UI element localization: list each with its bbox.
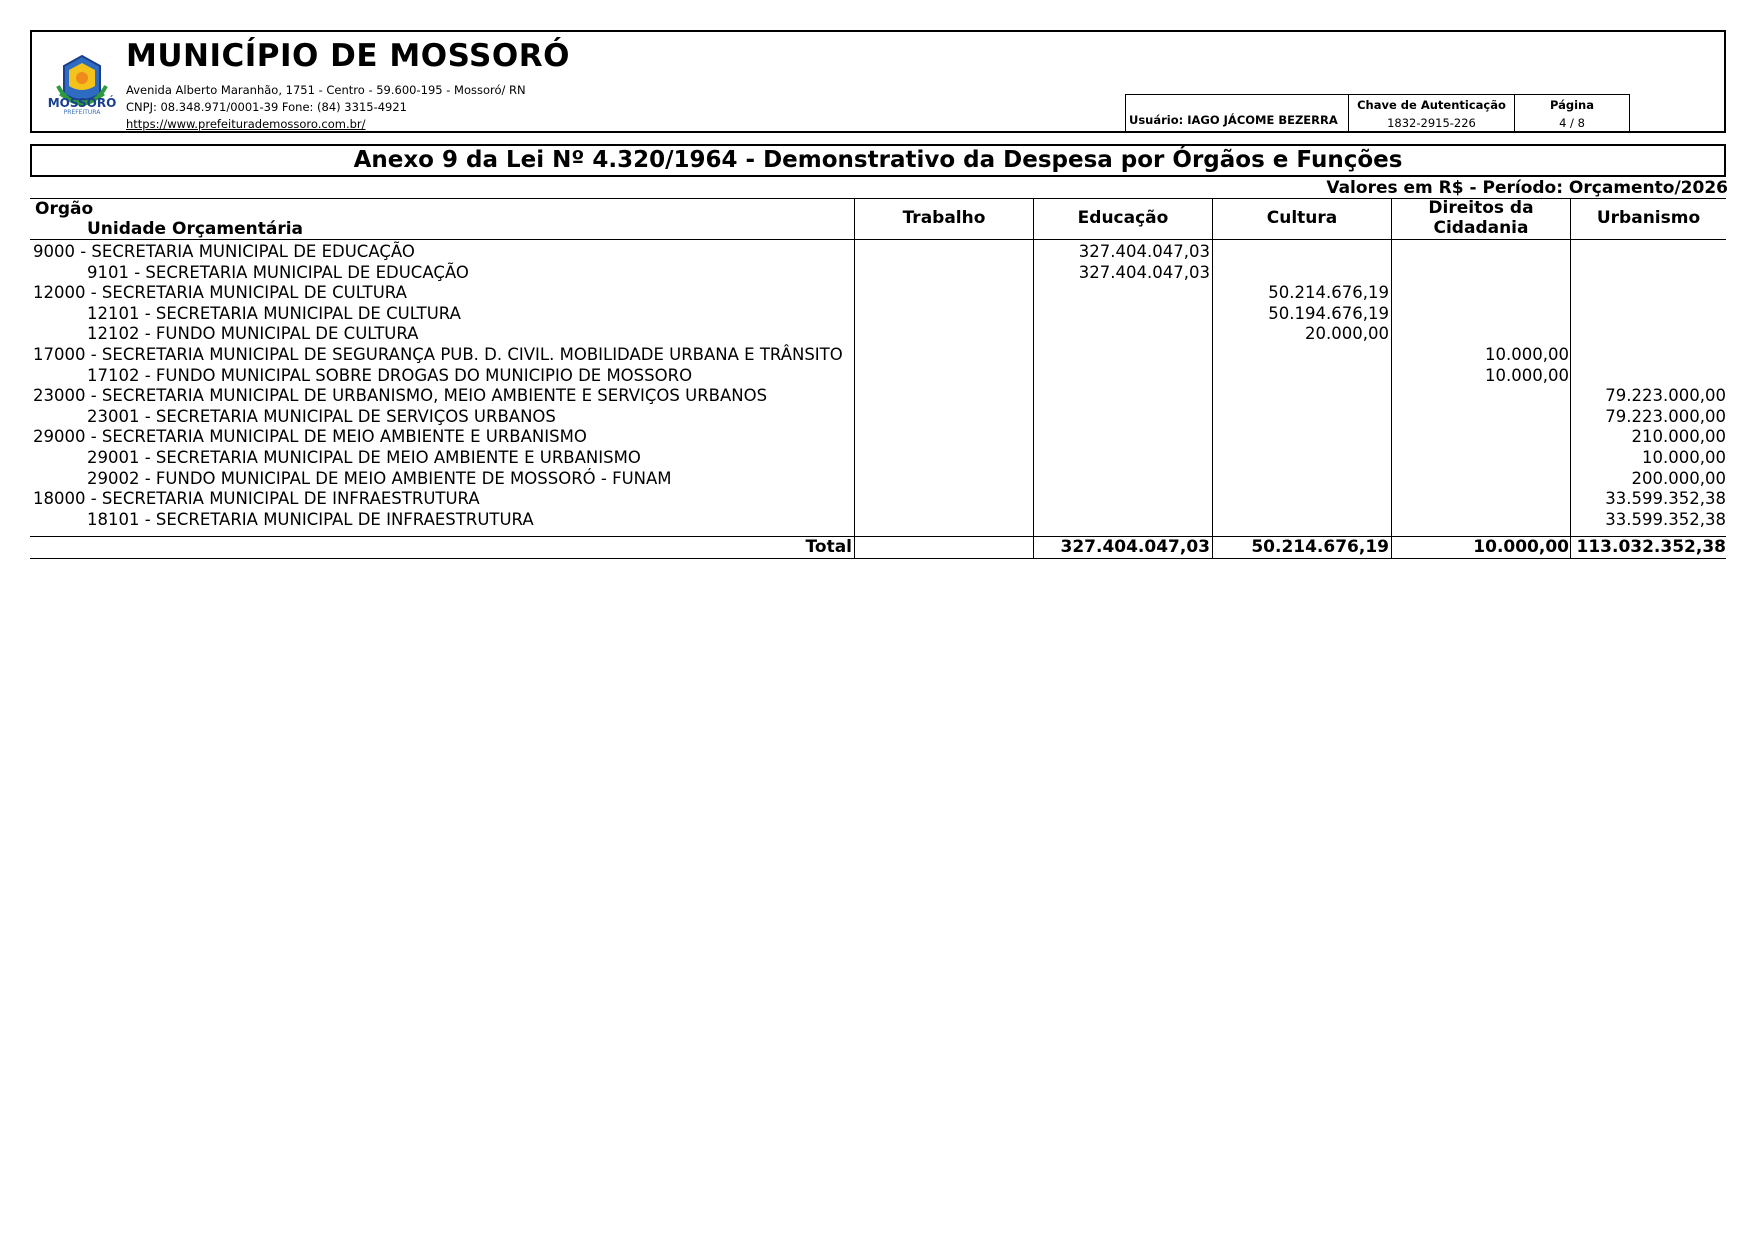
header-trabalho: Trabalho xyxy=(902,208,986,228)
table-row xyxy=(30,304,1726,325)
row-description: 12101 - SECRETARIA MUNICIPAL DE CULTURA xyxy=(87,303,461,323)
report-title: Anexo 9 da Lei Nº 4.320/1964 - Demonstrativo da Despesa por Órgãos e Funções xyxy=(30,144,1726,177)
table-header-rule xyxy=(30,239,1726,240)
total-label: Total xyxy=(805,537,852,557)
user-box xyxy=(1125,94,1348,133)
table-row xyxy=(30,469,1726,490)
cell-urbanismo: 210.000,00 xyxy=(1631,427,1726,447)
header-direitos xyxy=(1392,198,1570,238)
page-value: 4 / 8 xyxy=(1559,116,1585,130)
row-description: 17000 - SECRETARIA MUNICIPAL DE SEGURANÇA PUB. D. CIVIL. MOBILIDADE URBANA E TRÂNSITO xyxy=(33,345,843,364)
table-row xyxy=(30,407,1726,428)
header-educacao: Educação xyxy=(1077,208,1169,228)
total-urbanismo: 113.032.352,38 xyxy=(1576,537,1726,557)
table-row xyxy=(30,427,1726,448)
cell-educacao: 327.404.047,03 xyxy=(1078,242,1210,261)
table-row xyxy=(30,448,1726,469)
header-cultura: Cultura xyxy=(1266,208,1338,228)
cell-cultura: 50.194.676,19 xyxy=(1268,303,1389,323)
logo-subtext: PREFEITURA xyxy=(63,109,101,116)
total-direitos: 10.000,00 xyxy=(1473,537,1569,557)
row-description: 23001 - SECRETARIA MUNICIPAL DE SERVIÇOS URBANOS xyxy=(87,406,556,426)
header-orgao: Orgão xyxy=(35,199,94,219)
cell-urbanismo: 33.599.352,38 xyxy=(1605,489,1726,509)
cell-direitos: 10.000,00 xyxy=(1485,345,1569,364)
row-description: 12000 - SECRETARIA MUNICIPAL DE CULTURA xyxy=(33,283,407,303)
table-row xyxy=(30,283,1726,304)
row-description: 9000 - SECRETARIA MUNICIPAL DE EDUCAÇÃO xyxy=(33,242,415,261)
table-bottom-rule xyxy=(30,558,1726,559)
header-direitos-line2: Cidadania xyxy=(1433,218,1529,238)
row-description: 29001 - SECRETARIA MUNICIPAL DE MEIO AMBIENTE E URBANISMO xyxy=(87,448,641,467)
row-description: 17102 - FUNDO MUNICIPAL SOBRE DROGAS DO MUNICIPIO DE MOSSORO xyxy=(87,365,693,385)
cell-urbanismo: 33.599.352,38 xyxy=(1605,509,1726,529)
table-row xyxy=(30,263,1726,284)
period-label: Valores em R$ - Período: Orçamento/2026 xyxy=(1326,178,1728,198)
row-description: 23000 - SECRETARIA MUNICIPAL DE URBANISMO, MEIO AMBIENTE E SERVIÇOS URBANOS xyxy=(33,386,768,406)
address-line: Avenida Alberto Maranhão, 1751 - Centro - 59.600-195 - Mossoró/ RN xyxy=(126,83,526,97)
total-cultura: 50.214.676,19 xyxy=(1251,537,1389,557)
cnpj-phone-line: CNPJ: 08.348.971/0001-39 Fone: (84) 3315-4921 xyxy=(126,100,407,114)
mossoro-logo-icon xyxy=(42,48,122,128)
cell-urbanismo: 200.000,00 xyxy=(1631,468,1726,488)
municipality-title: MUNICÍPIO DE MOSSORÓ xyxy=(126,38,570,74)
website-link[interactable]: https://www.prefeiturademossoro.com.br/ xyxy=(126,117,366,131)
header-direitos-line1: Direitos da xyxy=(1428,198,1534,218)
auth-key-value: 1832-2915-226 xyxy=(1387,116,1476,130)
cell-urbanismo: 79.223.000,00 xyxy=(1605,386,1726,406)
total-row xyxy=(30,537,1726,558)
cell-cultura: 20.000,00 xyxy=(1305,324,1389,344)
user-name: Usuário: IAGO JÁCOME BEZERRA xyxy=(1129,113,1338,127)
row-description: 18101 - SECRETARIA MUNICIPAL DE INFRAESTRUTURA xyxy=(87,509,534,529)
cell-direitos: 10.000,00 xyxy=(1485,365,1569,385)
report-header xyxy=(30,30,1726,133)
table-row xyxy=(30,489,1726,510)
auth-key-label: Chave de Autenticação xyxy=(1357,98,1506,112)
table-row xyxy=(30,242,1726,263)
table-row xyxy=(30,345,1726,366)
cell-urbanismo: 10.000,00 xyxy=(1642,448,1726,467)
page-box xyxy=(1514,94,1630,133)
table-row xyxy=(30,324,1726,345)
table-row xyxy=(30,386,1726,407)
auth-key-box xyxy=(1348,94,1514,133)
page-label: Página xyxy=(1549,98,1594,112)
table-row xyxy=(30,510,1726,531)
row-description: 12102 - FUNDO MUNICIPAL DE CULTURA xyxy=(87,324,419,344)
total-educacao: 327.404.047,03 xyxy=(1060,537,1210,557)
row-description: 29000 - SECRETARIA MUNICIPAL DE MEIO AMBIENTE E URBANISMO xyxy=(33,427,587,447)
row-description: 18000 - SECRETARIA MUNICIPAL DE INFRAESTRUTURA xyxy=(33,489,480,509)
cell-cultura: 50.214.676,19 xyxy=(1268,283,1389,303)
row-description: 9101 - SECRETARIA MUNICIPAL DE EDUCAÇÃO xyxy=(87,262,469,282)
table-row xyxy=(30,366,1726,387)
header-unidade: Unidade Orçamentária xyxy=(87,219,304,239)
row-description: 29002 - FUNDO MUNICIPAL DE MEIO AMBIENTE DE MOSSORÓ - FUNAM xyxy=(87,468,672,488)
logo-wordmark: MOSSORÓ xyxy=(47,96,117,110)
header-urbanismo: Urbanismo xyxy=(1596,208,1701,228)
cell-educacao: 327.404.047,03 xyxy=(1078,262,1210,282)
cell-urbanismo: 79.223.000,00 xyxy=(1605,406,1726,426)
